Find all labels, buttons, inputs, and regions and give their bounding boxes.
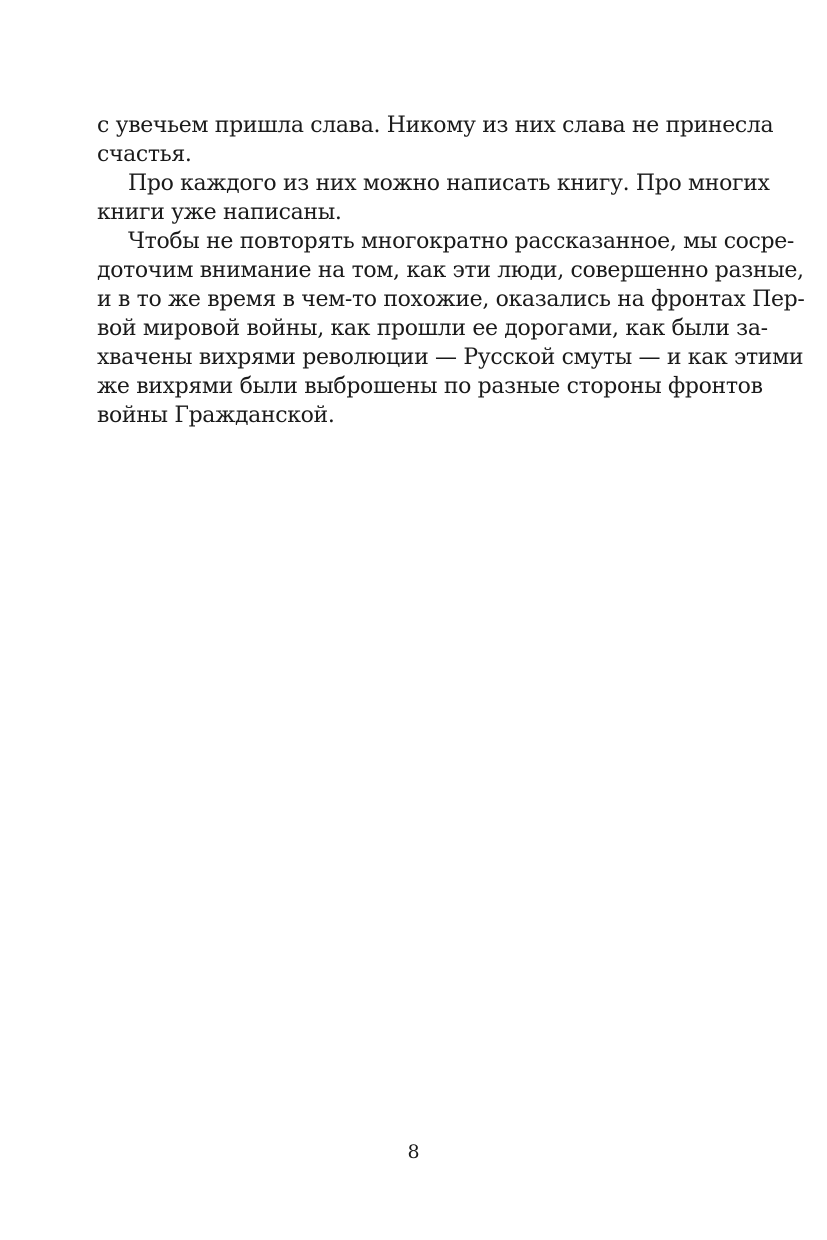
text-line: Про каждого из них можно написать книгу. Про многих (128, 171, 770, 196)
text-line: же вихрями были выброшены по разные стороны фронтов (97, 374, 763, 399)
text-line: войны Гражданской. (97, 403, 335, 428)
text-line: доточим внимание на том, как эти люди, совершенно разные, (97, 258, 804, 283)
text-line: Чтобы не повторять многократно рассказанное, мы сосре- (128, 229, 795, 254)
text-line: книги уже написаны. (97, 200, 342, 225)
page-number: 8 (407, 1141, 420, 1163)
text-line: вой мировой войны, как прошли ее дорогами, как были за- (97, 316, 768, 341)
text-line: и в то же время в чем-то похожие, оказались на фронтах Пер- (97, 287, 805, 312)
text-line: счастья. (97, 142, 192, 167)
body-text (97, 111, 805, 430)
text-line: с увечьем пришла слава. Никому из них слава не принесла (97, 113, 774, 138)
text-line: хвачены вихрями революции — Русской смуты — и как этими (97, 345, 804, 370)
